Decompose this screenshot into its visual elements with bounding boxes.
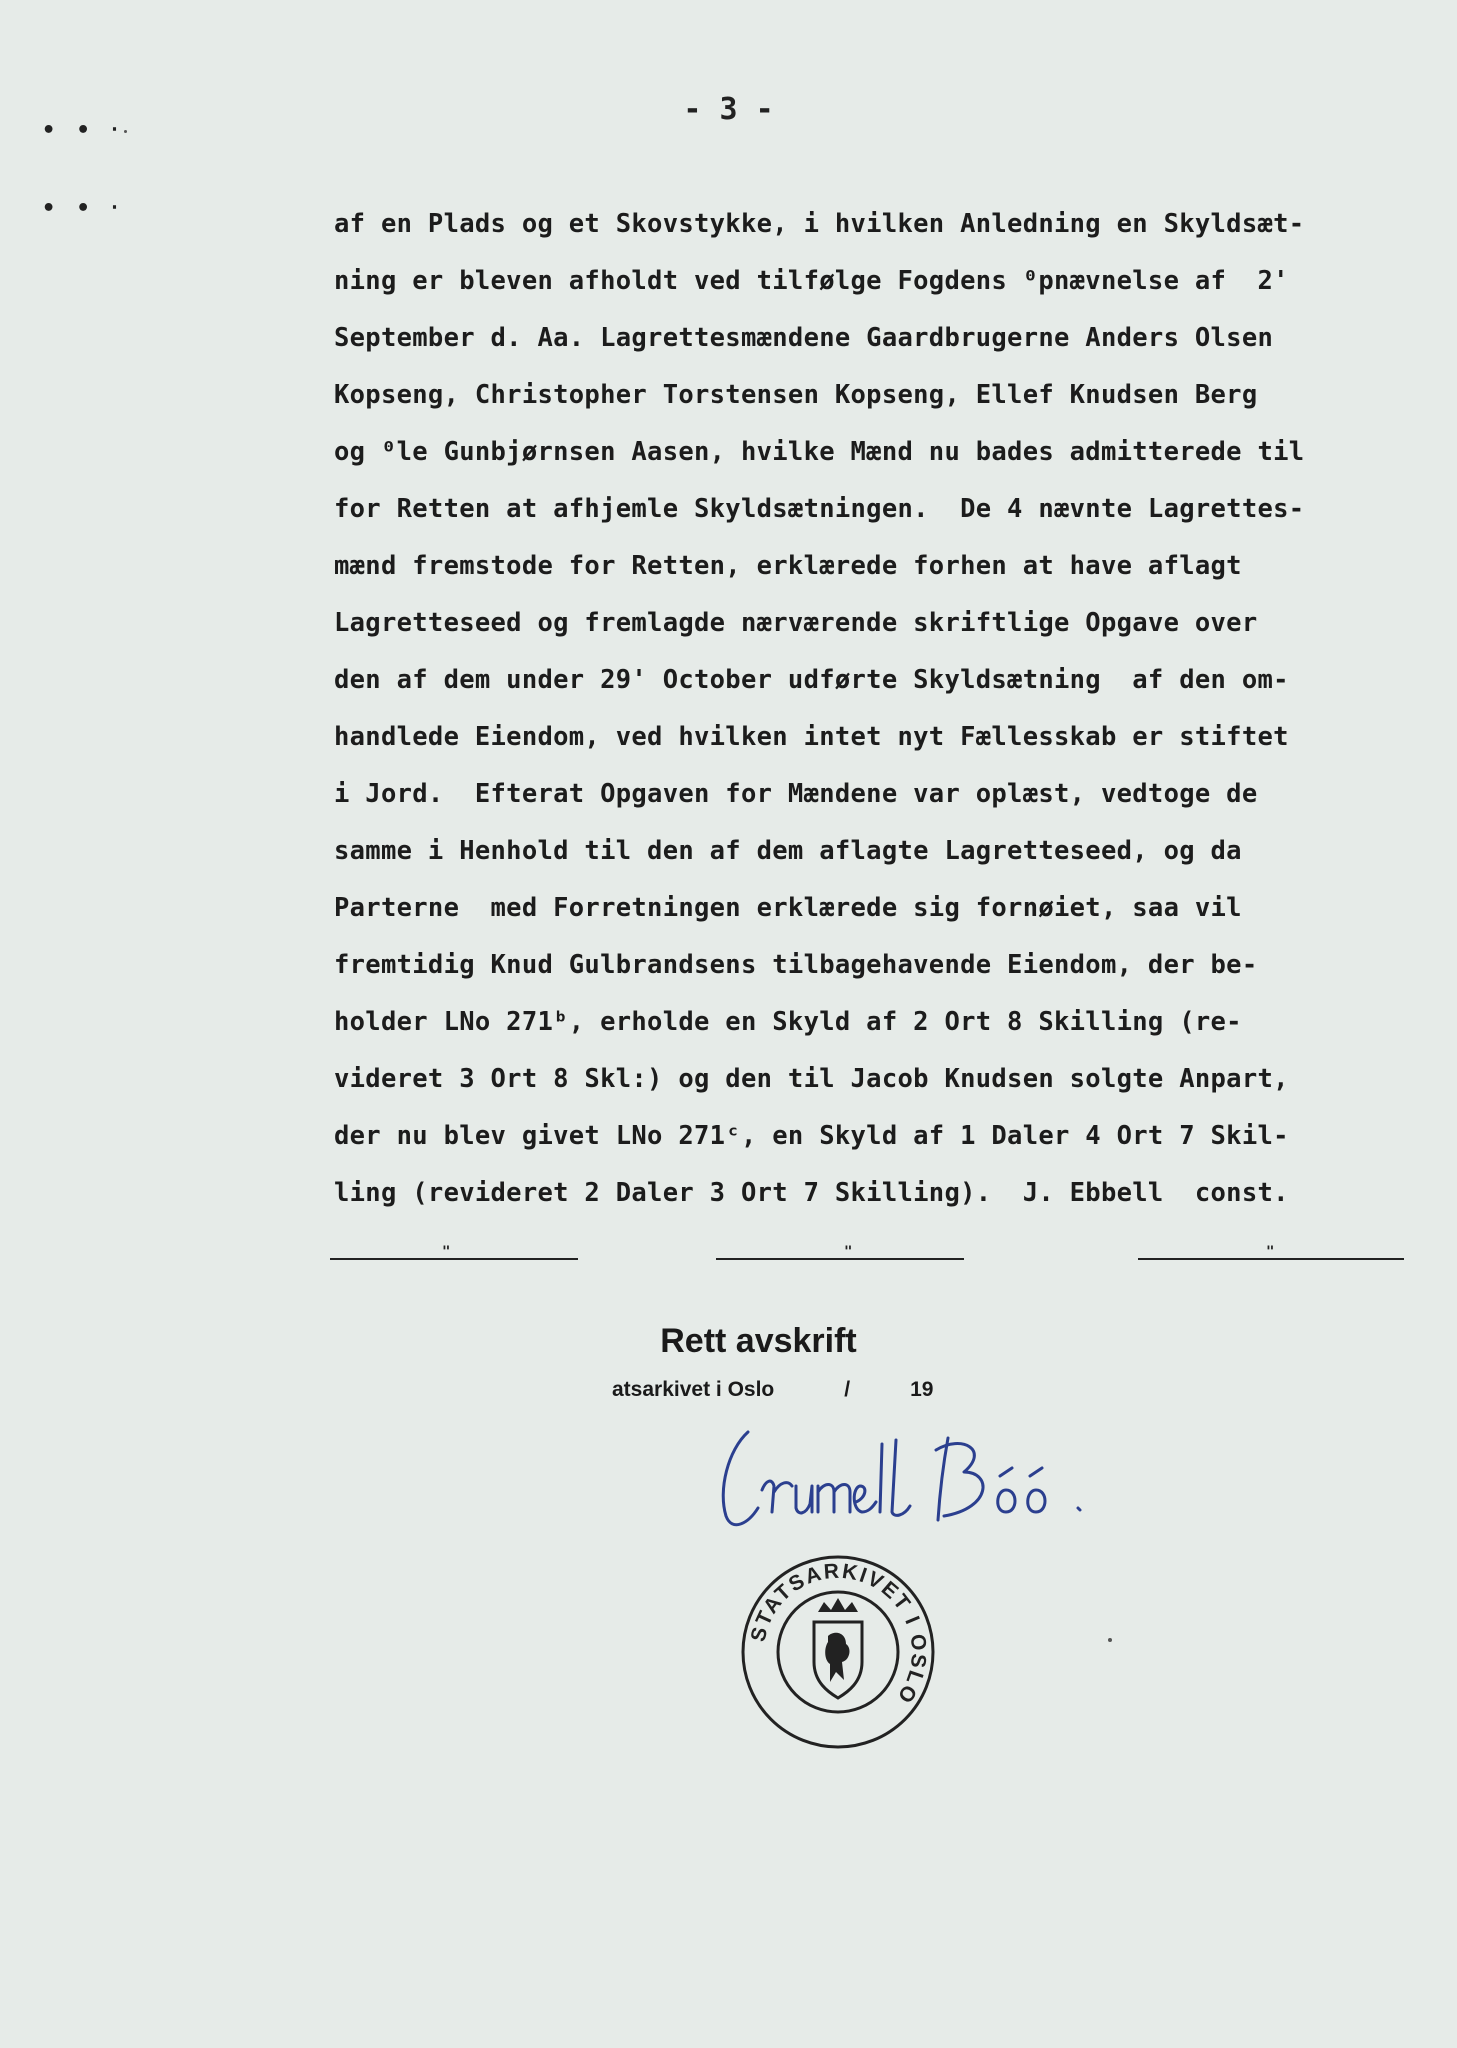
text-line: der nu blev givet LNo 271ᶜ, en Skyld af 1 Daler 4 Ort 7 Skil- bbox=[334, 1121, 1289, 1151]
text-line: ning er bleven afholdt ved tilfølge Fogdens ⁰pnævnelse af 2' bbox=[334, 266, 1289, 296]
text-line: af en Plads og et Skovstykke, i hvilken Anledning en Skyldsæt- bbox=[334, 209, 1305, 239]
archive-name: atsarkivet i Oslo bbox=[612, 1378, 775, 1401]
text-line: for Retten at afhjemle Skyldsætningen. De 4 nævnte Lagrettes- bbox=[334, 494, 1305, 524]
text-line: September d. Aa. Lagrettesmændene Gaardbrugerne Anders Olsen bbox=[334, 323, 1274, 353]
typed-body-text bbox=[334, 196, 1434, 1222]
ditto-rule-right bbox=[1138, 1244, 1404, 1260]
ditto-mark: " bbox=[1266, 1244, 1275, 1260]
certification-stamp-title: Rett avskrift bbox=[660, 1322, 857, 1360]
stamp-year: 19 bbox=[910, 1378, 934, 1401]
ditto-rule-center bbox=[716, 1244, 964, 1260]
archive-seal bbox=[738, 1552, 938, 1752]
text-line: den af dem under 29' October udførte Skyldsætning af den om- bbox=[334, 665, 1289, 695]
seal-text: STATSARKIVET I OSLO bbox=[746, 1559, 931, 1709]
text-line: i Jord. Efterat Opgaven for Mændene var oplæst, vedtoge de bbox=[334, 779, 1258, 809]
page-number: - 3 - bbox=[683, 92, 774, 127]
text-line: og ⁰le Gunbjørnsen Aasen, hvilke Mænd nu bades admitterede til bbox=[334, 437, 1305, 467]
text-line: ling (revideret 2 Daler 3 Ort 7 Skilling). J. Ebbell const. bbox=[334, 1178, 1289, 1208]
margin-mark-bottom: • • ‧ bbox=[42, 196, 122, 221]
margin-mark-top: • • ‧ bbox=[42, 118, 122, 143]
text-line: Parterne med Forretningen erklærede sig fornøiet, saa vil bbox=[334, 893, 1242, 923]
ditto-rule-left bbox=[330, 1244, 578, 1260]
paper-speck bbox=[1108, 1638, 1112, 1642]
certification-stamp-line bbox=[612, 1378, 933, 1402]
paper-speck bbox=[124, 130, 127, 133]
text-line: samme i Henhold til den af dem aflagte Lagretteseed, og da bbox=[334, 836, 1242, 866]
coat-of-arms-icon bbox=[814, 1598, 862, 1698]
text-line: fremtidig Knud Gulbrandsens tilbagehavende Eiendom, der be- bbox=[334, 950, 1258, 980]
handwritten-signature bbox=[700, 1420, 1120, 1550]
date-separator: / bbox=[844, 1378, 851, 1401]
text-line: mænd fremstode for Retten, erklærede forhen at have aflagt bbox=[334, 551, 1242, 581]
ditto-mark: " bbox=[844, 1244, 853, 1260]
text-line: handlede Eiendom, ved hvilken intet nyt Fællesskab er stiftet bbox=[334, 722, 1289, 752]
text-line: Kopseng, Christopher Torstensen Kopseng, Ellef Knudsen Berg bbox=[334, 380, 1258, 410]
ditto-mark: " bbox=[442, 1244, 451, 1260]
text-line: Lagretteseed og fremlagde nærværende skriftlige Opgave over bbox=[334, 608, 1258, 638]
text-line: videret 3 Ort 8 Skl:) og den til Jacob Knudsen solgte Anpart, bbox=[334, 1064, 1289, 1094]
text-line: holder LNo 271ᵇ, erholde en Skyld af 2 Ort 8 Skilling (re- bbox=[334, 1007, 1242, 1037]
